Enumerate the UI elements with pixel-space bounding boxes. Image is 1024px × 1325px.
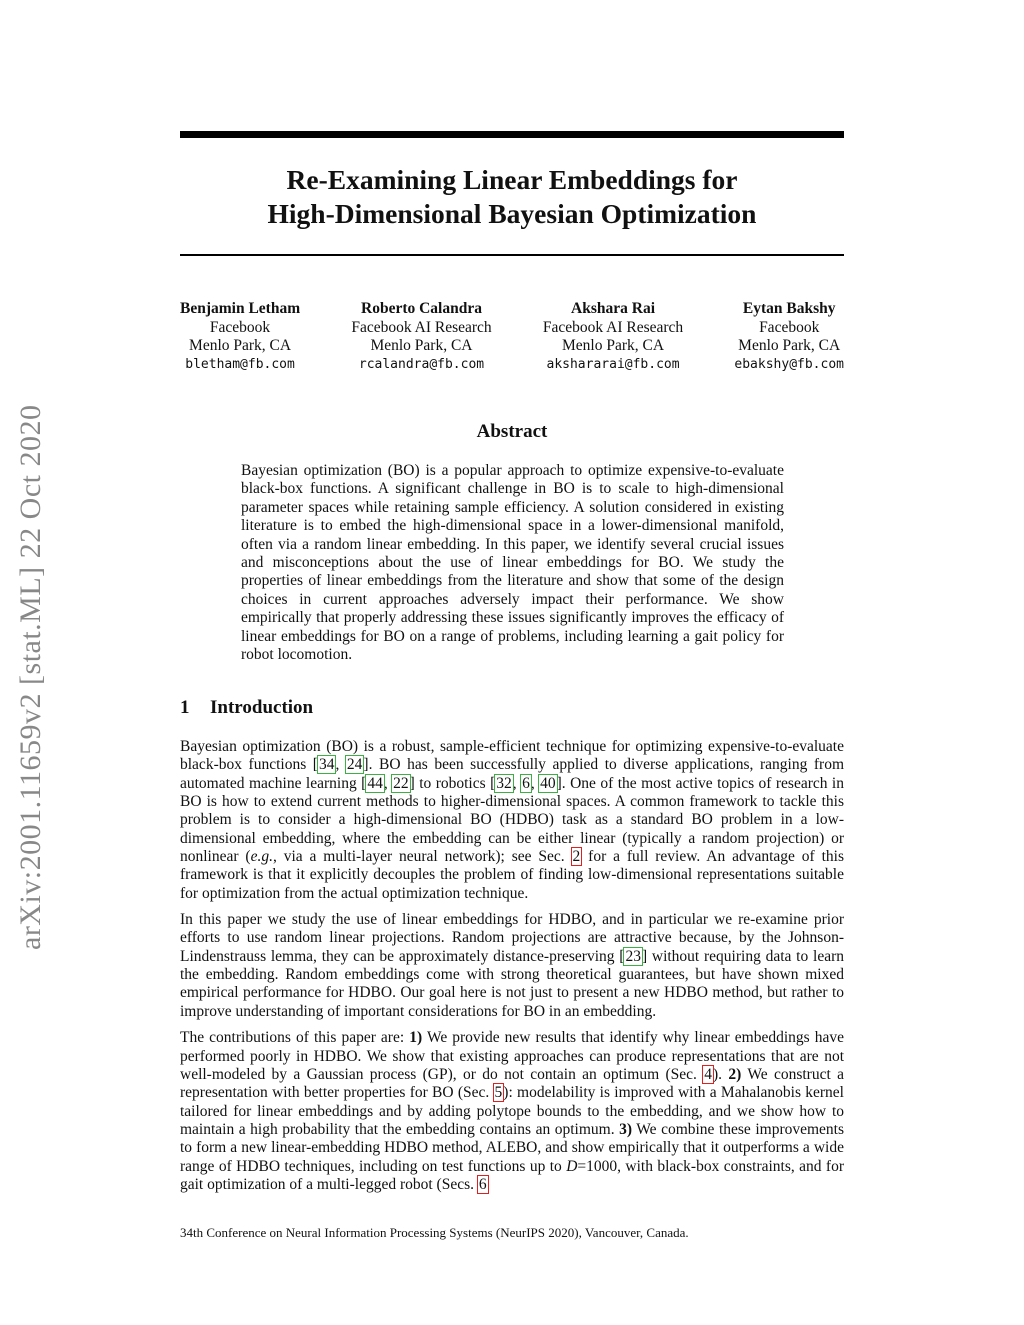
citation-link[interactable]: 6 <box>522 774 530 792</box>
text-run-italic: e.g. <box>250 848 273 866</box>
citation-link[interactable]: 34 <box>318 756 335 774</box>
text-run: We combine these improvements to form a new linear-embedding HDBO method, ALEBO, and show empirically that it outperforms a wide range of HDBO techniques, including on test functions up to <box>180 1120 845 1175</box>
author-name: Eytan Bakshy <box>742 300 836 317</box>
text-run: The contributions of this paper are: <box>180 1029 410 1047</box>
text-run: , <box>530 774 540 792</box>
author-email[interactable]: akshararai@fb.com <box>546 356 680 372</box>
contribution-marker: 3) <box>619 1120 633 1138</box>
citation-link[interactable]: 44 <box>367 774 383 792</box>
author-list <box>180 300 844 374</box>
text-run: , <box>512 774 522 792</box>
text-run: ] without requiring data to learn the embedding. Random embeddings come with strong theoretical guarantees, but have shown mixed empirical performance for HDBO. Our goal here is not just to present a new HDBO method, but rather to improve understanding of important considerations for BO in an embedding. <box>180 947 844 1020</box>
text-run: for a full review. An advantage of this framework is that it explicitly decouples the problem of finding low-dimensional representations suitable for optimization from the actual optimization technique. <box>180 848 844 902</box>
author-email[interactable]: ebakshy@fb.com <box>734 356 844 372</box>
body-text <box>180 738 844 1202</box>
text-run: ]. One of the most active topics of research in BO is how to extend current methods to higher-dimensional spaces. A common framework to tackle this problem is to consider a high-dimensional BO (HDBO) task as a standard BO problem in a low-dimensional embedding, where the embedding can be either linear (typically a random projection) or nonlinear ( <box>180 774 844 866</box>
author-block <box>180 300 300 374</box>
arxiv-identifier: arXiv:2001.11659v2 [stat.ML] 22 Oct 2020 <box>14 404 47 950</box>
section-ref-link[interactable]: 2 <box>572 848 581 866</box>
author-block <box>543 300 683 374</box>
text-run: , <box>383 774 393 792</box>
author-location: Menlo Park, CA <box>370 337 473 354</box>
text-run: We construct a representation with better properties for BO (Sec. <box>180 1065 845 1102</box>
author-location: Menlo Park, CA <box>562 337 665 354</box>
conference-footnote: 34th Conference on Neural Information Processing Systems (NeurIPS 2020), Vancouver, Canada. <box>180 1225 689 1240</box>
author-affiliation: Facebook AI Research <box>542 318 684 336</box>
section-ref-link[interactable]: 5 <box>494 1084 503 1102</box>
author-email[interactable]: bletham@fb.com <box>185 356 295 372</box>
section-number: 1 <box>180 697 190 718</box>
author-location: Menlo Park, CA <box>738 337 841 354</box>
citation-link[interactable]: 24 <box>346 756 363 774</box>
author-block <box>351 300 491 374</box>
abstract-text: Bayesian optimization (BO) is a popular approach to optimize expensive-to-evaluate black-box functions. A significant challenge in BO is to scale to high-dimensional parameter spaces while retaining sample efficiency. A solution considered in existing literature is to embed the high-dimensional space in a lower-dimensional manifold, often via a random linear embedding. In this paper, we identify several crucial issues and misconceptions about the use of linear embeddings for BO. We study the properties of linear embeddings from the literature and show that some of the design choices in current approaches adversely impact their performance. We show empirically that properly addressing these issues significantly improves the efficacy of linear embeddings for BO on a range of problems, including learning a gait policy for robot locomotion. <box>241 462 784 664</box>
title-line-1: Re-Examining Linear Embeddings for <box>286 164 738 195</box>
title-rule-bottom <box>180 254 844 256</box>
author-name: Benjamin Letham <box>180 300 301 317</box>
title-rule-top <box>180 131 844 138</box>
paragraph-intro-3 <box>180 1029 844 1194</box>
paper-title <box>180 163 844 231</box>
math-variable: D <box>566 1157 578 1175</box>
section-ref-link[interactable]: 4 <box>704 1065 712 1083</box>
text-run: We provide new results that identify why linear embeddings have performed poorly in HDBO. We show that existing approaches can produce representations that are not well-modeled by a Gaussian process (GP), or do not contain an optimum (Sec. <box>180 1029 844 1083</box>
text-run: =1000, with black-box constraints, and for gait optimization of a multi-legged robot (Secs. <box>180 1157 844 1193</box>
abstract-heading: Abstract <box>476 421 548 442</box>
author-affiliation: Facebook <box>209 318 271 336</box>
citation-link[interactable]: 40 <box>540 774 556 792</box>
author-location: Menlo Park, CA <box>189 337 292 354</box>
section-title: Introduction <box>210 697 314 718</box>
section-heading <box>180 697 313 719</box>
paragraph-intro-1 <box>180 738 844 903</box>
section-ref-link[interactable]: 6 <box>478 1175 487 1193</box>
text-run: ]. BO has been successfully applied to diverse applications, ranging from automated machine learning [ <box>180 756 845 792</box>
author-name: Roberto Calandra <box>361 300 482 317</box>
author-affiliation: Facebook <box>759 318 820 336</box>
author-block <box>734 300 844 374</box>
title-line-2: High-Dimensional Bayesian Optimization <box>267 198 757 229</box>
text-run: ): modelability is improved with a Mahalanobis kernel tailored for linear embeddings and by adding polytope bounds to the embedding, and we show how to maintain a high probability that the embedding contains an optimum. <box>180 1084 844 1138</box>
text-run: , <box>335 756 346 774</box>
author-name: Akshara Rai <box>571 300 656 317</box>
text-run: ). <box>712 1065 729 1083</box>
citation-link[interactable]: 32 <box>496 774 512 792</box>
citation-link[interactable]: 23 <box>625 947 641 965</box>
text-run: ] to robotics [ <box>409 774 496 792</box>
author-email[interactable]: rcalandra@fb.com <box>358 356 485 372</box>
text-run: In this paper we study the use of linear embeddings for HDBO, and in particular we re-examine prior efforts to use random linear projections. Random projections are attractive because, by the Johnson-Lindenstrauss lemma, they can be approximately distance-preserving [ <box>180 911 844 965</box>
citation-link[interactable]: 22 <box>393 774 409 792</box>
contribution-marker: 2) <box>728 1065 742 1083</box>
author-affiliation: Facebook AI Research <box>351 318 492 336</box>
text-run: Bayesian optimization (BO) is a robust, sample-efficient technique for optimizing expensive-to-evaluate black-box functions [ <box>180 738 844 774</box>
text-run: , via a multi-layer neural network); see Sec. <box>272 848 572 866</box>
paragraph-intro-2 <box>180 911 844 1021</box>
contribution-marker: 1) <box>409 1029 423 1047</box>
